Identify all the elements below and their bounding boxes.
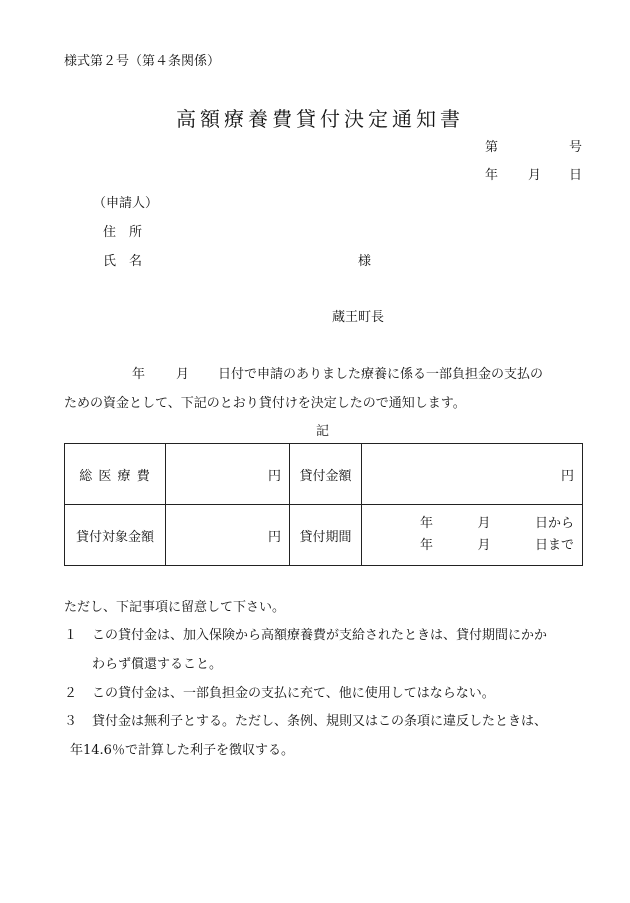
date-month: 月	[528, 168, 542, 183]
loan-period-cell	[362, 505, 583, 566]
period-to-day: 日まで	[534, 538, 574, 553]
date-day: 日	[569, 168, 583, 183]
note-text: 貸付金は無利子とする。ただし、条例、規則又はこの条項に違反したときは、	[92, 714, 548, 729]
table-row	[65, 505, 583, 566]
total-medical-cost-unit: 円	[166, 444, 290, 505]
body-line2: ための資金として、下記のとおり貸付けを決定したので通知します。	[64, 396, 466, 411]
honorific: 様	[358, 254, 372, 269]
issuer: 蔵王町長	[332, 310, 385, 325]
body-year: 年	[132, 367, 146, 382]
notes-intro: ただし、下記事項に留意して下さい。	[64, 600, 286, 615]
period-to-year: 年	[420, 538, 434, 553]
period-from	[420, 513, 574, 535]
date-year: 年	[485, 168, 499, 183]
loan-amount-label: 貸付金額	[290, 444, 362, 505]
address-label: 住 所	[103, 225, 143, 240]
total-medical-cost-label: 総 医 療 費	[65, 444, 166, 505]
loan-amount-unit: 円	[362, 444, 583, 505]
note-number: ２	[64, 686, 78, 701]
table-row	[65, 444, 583, 505]
note-number: ３	[64, 714, 78, 729]
period-from-year: 年	[420, 516, 434, 531]
period-to-month: 月	[477, 538, 491, 553]
period-to	[420, 535, 574, 557]
applicant-label: （申請人）	[93, 196, 159, 211]
period-from-day: 日から	[534, 516, 574, 531]
loan-period-label: 貸付期間	[290, 505, 362, 566]
loan-target-amount-unit: 円	[166, 505, 290, 566]
note-text-cont: わらず償還すること。	[92, 657, 223, 672]
number-suffix: 号	[569, 140, 583, 155]
note-text: この貸付金は、一部負担金の支払に充て、他に使用してはならない。	[92, 686, 495, 701]
loan-table	[64, 443, 583, 566]
number-prefix: 第	[485, 140, 499, 155]
note-text: この貸付金は、加入保険から高額療養費が支給されたときは、貸付期間にかか	[92, 628, 548, 643]
period-from-month: 月	[477, 516, 491, 531]
loan-target-amount-label: 貸付対象金額	[65, 505, 166, 566]
body-line1: 日付で申請のありました療養に係る一部負担金の支払の	[218, 367, 544, 382]
ki-mark: 記	[316, 424, 330, 439]
form-label: 様式第２号（第４条関係）	[64, 54, 221, 69]
document-title: 高額療養費貸付決定通知書	[176, 107, 464, 131]
body-month: 月	[176, 367, 190, 382]
note-text-cont: 年14.6％で計算した利子を徴収する。	[70, 743, 294, 758]
note-number: １	[64, 628, 78, 643]
name-label: 氏 名	[103, 254, 143, 269]
